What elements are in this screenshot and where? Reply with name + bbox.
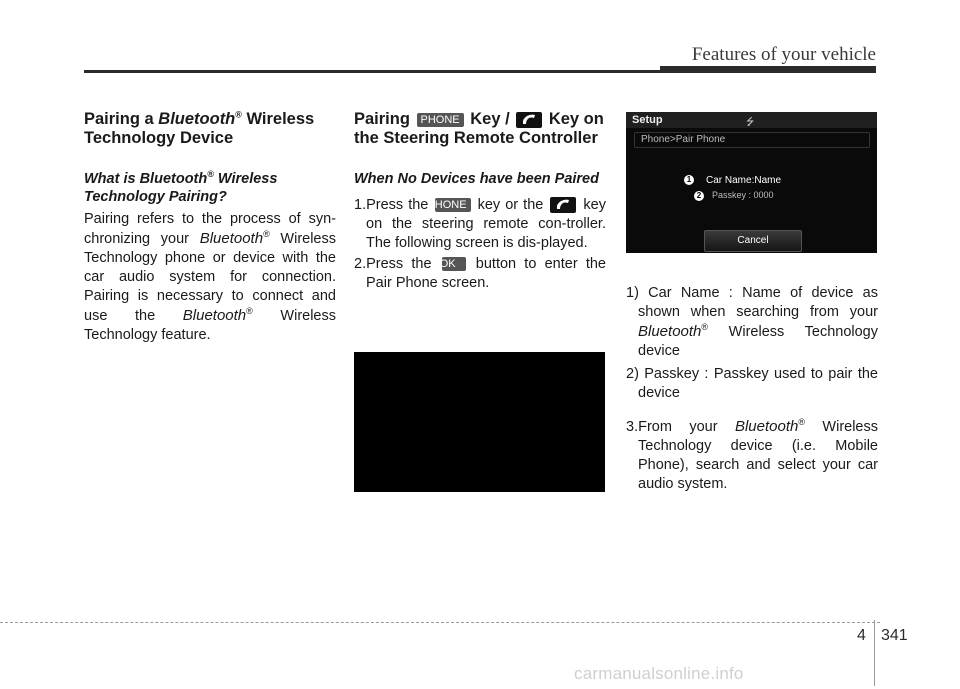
phone-key-badge: PHONE [417, 113, 464, 127]
phone-key-badge-inline: PHONE [435, 198, 470, 212]
blank-screen-image [354, 352, 605, 492]
steps-list [354, 196, 606, 293]
def-car-name: 1) Car Name : Name of device as shown when searching from your Bluetooth® Wireless Technology device [626, 285, 878, 359]
screen-car-name: Car Name:Name [706, 175, 782, 186]
screen-title: Setup [632, 114, 663, 126]
def-passkey: 2) Passkey : Passkey used to pair the device [626, 366, 878, 401]
column-2 [354, 110, 606, 295]
definition-list [626, 284, 878, 403]
header-rule-accent [660, 66, 876, 73]
header-title: Features of your vehicle [691, 44, 876, 65]
usb-icon: ⭍ [746, 117, 755, 128]
ok-key-badge: OK [442, 257, 466, 271]
footer-rule [0, 622, 880, 623]
section-heading-pairing-key: Pairing PHONE Key / Key on the Steering Remote Controller [354, 110, 604, 147]
steps-list-3 [626, 417, 878, 494]
phone-handset-icon-inline [550, 197, 576, 213]
subheading-no-devices: When No Devices have been Paired [354, 171, 599, 187]
screen-cancel-button: Cancel [704, 230, 802, 252]
watermark: carmanualsonline.info [574, 664, 744, 683]
step-2: 2.Press the OK button to enter the Pair Phone screen. [354, 256, 606, 291]
step-1: 1.Press the PHONE key or the key on the steering remote con-troller. The following screen is dis-played. [354, 197, 606, 251]
paragraph-pairing-definition: Pairing refers to the process of syn-chronizing your Bluetooth® Wireless Technology phone or device with the car audio system for connection. Pairing is necessary to connect and use the Bluetooth® Wireless Technology feature. [84, 211, 336, 343]
subheading-what-is: What is Bluetooth® Wireless Technology Pairing? [84, 169, 278, 205]
step-3: 3.From your Bluetooth® Wireless Technology device (i.e. Mobile Phone), search and select your car audio system. [626, 417, 878, 492]
chapter-number: 4 [857, 627, 866, 644]
phone-handset-icon [516, 112, 542, 128]
footer-divider [874, 620, 875, 686]
screen-breadcrumb: Phone>Pair Phone [634, 132, 870, 148]
page-number: 341 [881, 627, 908, 644]
column-1 [84, 110, 336, 345]
callout-badge-2: 2 [694, 191, 704, 201]
screen-passkey: Passkey : 0000 [712, 190, 774, 200]
section-heading-pairing: Pairing a Bluetooth® Wireless Technology Device [84, 109, 315, 147]
callout-badge-1: 1 [684, 175, 694, 185]
setup-screen-image [626, 112, 877, 253]
column-3 [626, 284, 878, 496]
